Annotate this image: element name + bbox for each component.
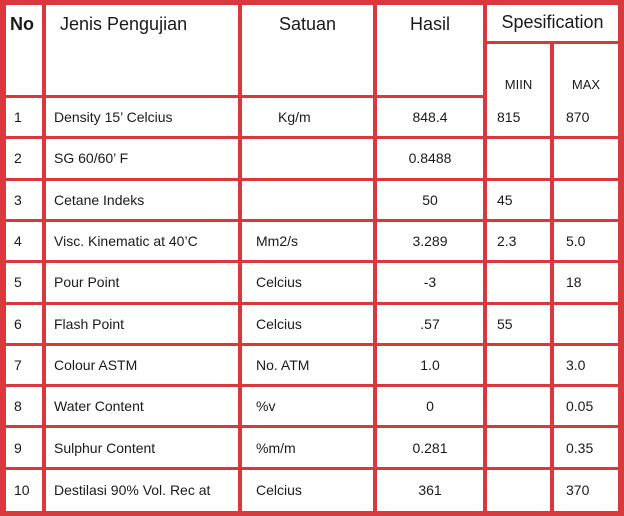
table-body <box>6 98 618 511</box>
max-cell: 3.0 <box>554 346 618 387</box>
specification-table <box>6 5 618 511</box>
min-cell: 815 <box>487 98 554 139</box>
table-row <box>6 222 618 263</box>
table-row <box>6 181 618 222</box>
min-cell <box>487 470 554 511</box>
header-test-type: Jenis Pengujian <box>46 5 242 98</box>
test-name: Flash Point <box>46 305 242 346</box>
result-cell: 0.8488 <box>377 139 487 180</box>
result-cell: -3 <box>377 263 487 304</box>
max-cell: 5.0 <box>554 222 618 263</box>
min-cell <box>487 139 554 180</box>
unit-cell: Celcius <box>242 305 377 346</box>
header-row <box>6 5 618 44</box>
test-name: Cetane Indeks <box>46 181 242 222</box>
row-number: 6 <box>6 305 46 346</box>
result-cell: 361 <box>377 470 487 511</box>
result-cell: 0 <box>377 387 487 428</box>
test-name: Sulphur Content <box>46 428 242 469</box>
min-cell: 2.3 <box>487 222 554 263</box>
test-name: SG 60/60’ F <box>46 139 242 180</box>
max-cell <box>554 305 618 346</box>
max-cell: 370 <box>554 470 618 511</box>
test-name: Visc. Kinematic at 40’C <box>46 222 242 263</box>
table-row <box>6 305 618 346</box>
test-name: Destilasi 90% Vol. Rec at <box>46 470 242 511</box>
table-row <box>6 263 618 304</box>
result-cell: 1.0 <box>377 346 487 387</box>
table-row <box>6 139 618 180</box>
header-result: Hasil <box>377 5 487 98</box>
row-number: 5 <box>6 263 46 304</box>
header-unit: Satuan <box>242 5 377 98</box>
table-row <box>6 428 618 469</box>
row-number: 4 <box>6 222 46 263</box>
unit-cell: Celcius <box>242 470 377 511</box>
min-cell <box>487 428 554 469</box>
result-cell: .57 <box>377 305 487 346</box>
max-cell: 870 <box>554 98 618 139</box>
result-cell: 848.4 <box>377 98 487 139</box>
row-number: 8 <box>6 387 46 428</box>
unit-cell <box>242 139 377 180</box>
unit-cell: No. ATM <box>242 346 377 387</box>
row-number: 10 <box>6 470 46 511</box>
result-cell: 0.281 <box>377 428 487 469</box>
min-cell: 55 <box>487 305 554 346</box>
unit-cell <box>242 181 377 222</box>
header-specification: Spesification <box>487 5 618 44</box>
max-cell <box>554 181 618 222</box>
test-name: Water Content <box>46 387 242 428</box>
row-number: 1 <box>6 98 46 139</box>
row-number: 9 <box>6 428 46 469</box>
max-cell: 0.35 <box>554 428 618 469</box>
header-min: MIIN <box>487 44 554 98</box>
result-cell: 3.289 <box>377 222 487 263</box>
table-row <box>6 470 618 511</box>
min-cell <box>487 346 554 387</box>
test-name: Colour ASTM <box>46 346 242 387</box>
unit-cell: Celcius <box>242 263 377 304</box>
row-number: 7 <box>6 346 46 387</box>
table-row <box>6 98 618 139</box>
unit-cell: %v <box>242 387 377 428</box>
max-cell: 18 <box>554 263 618 304</box>
row-number: 2 <box>6 139 46 180</box>
min-cell <box>487 263 554 304</box>
max-cell: 0.05 <box>554 387 618 428</box>
max-cell <box>554 139 618 180</box>
unit-cell: %m/m <box>242 428 377 469</box>
row-number: 3 <box>6 181 46 222</box>
unit-cell: Mm2/s <box>242 222 377 263</box>
header-no: No <box>6 5 46 98</box>
test-name: Density 15’ Celcius <box>46 98 242 139</box>
table-row <box>6 346 618 387</box>
unit-cell: Kg/m <box>242 98 377 139</box>
result-cell: 50 <box>377 181 487 222</box>
min-cell <box>487 387 554 428</box>
table-row <box>6 387 618 428</box>
header-max: MAX <box>554 44 618 98</box>
test-name: Pour Point <box>46 263 242 304</box>
min-cell: 45 <box>487 181 554 222</box>
